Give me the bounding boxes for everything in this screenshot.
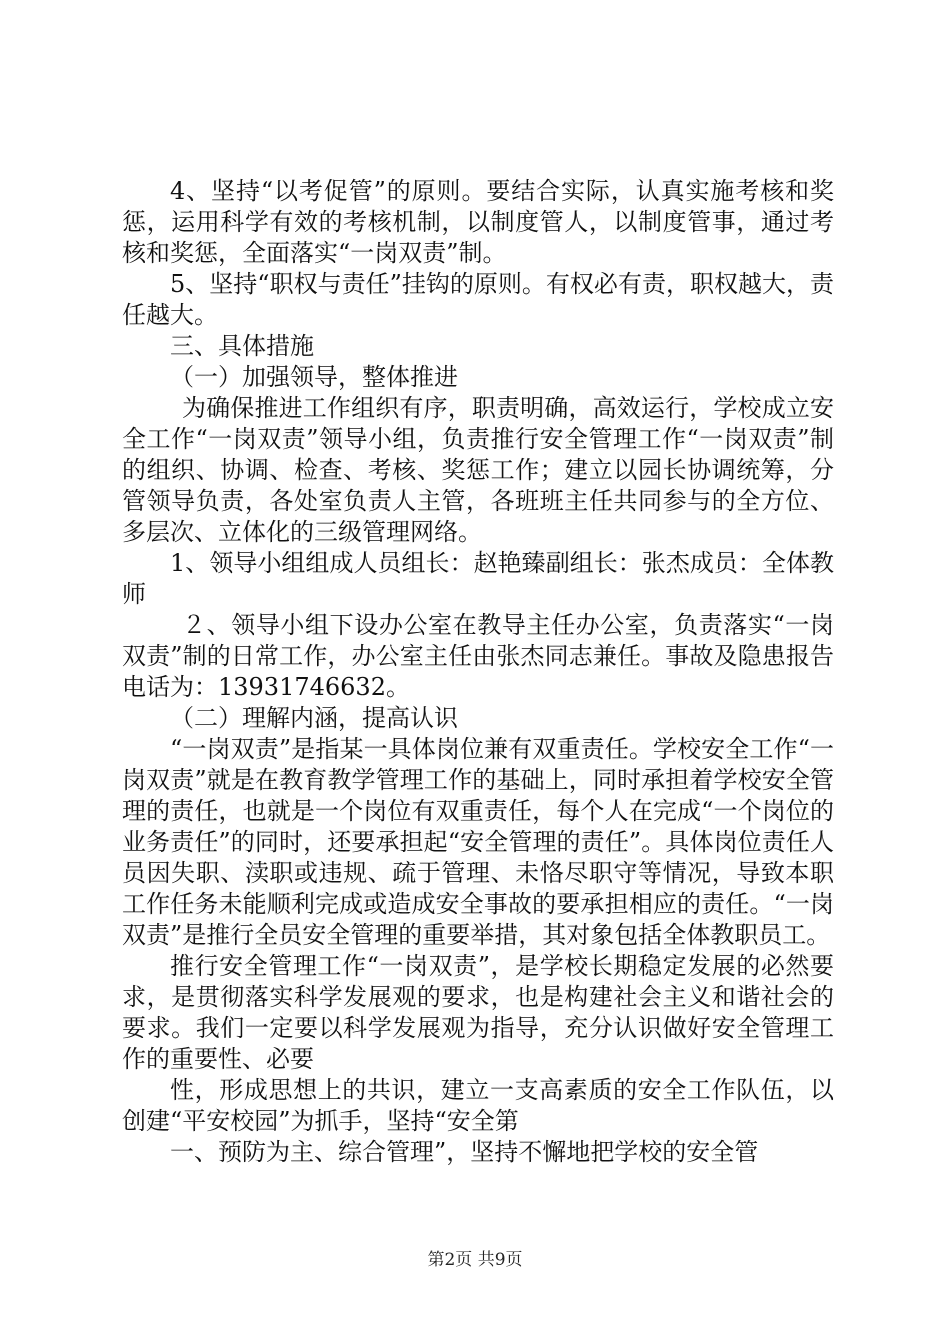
subheading-understanding: （二）理解内涵，提高认识 [170, 704, 458, 732]
paragraph-prevention: 一、预防为主、综合管理”，坚持不懈地把学校的安全管 [170, 1138, 759, 1166]
paragraph-group-members: 1、领导小组组成人员组长：赵艳臻副组长：张杰成员：全体教师 [122, 549, 834, 608]
page-number-footer: 第2页 共9页 [427, 1250, 523, 1270]
paragraph-consensus: 性，形成思想上的共识，建立一支高素质的安全工作队伍，以创建“平安校园”为抓手，坚持“安全第 [122, 1076, 834, 1135]
paragraph-significance: 推行安全管理工作“一岗双责”，是学校长期稳定发展的必然要求，是贯彻落实科学发展观的要求，也是构建社会主义和谐社会的要求。我们一定要以科学发展观为指导，充分认识做好安全管理工作的重要性、必要 [122, 952, 834, 1073]
paragraph-principle-5: 5、坚持“职权与责任”挂钩的原则。有权必有责，职权越大，责任越大。 [122, 270, 834, 329]
document-body [122, 176, 834, 1168]
paragraph-leadership-group: 为确保推进工作组织有序，职责明确，高效运行，学校成立安全工作“一岗双责”领导小组，负责推行安全管理工作“一岗双责”制的组织、协调、检查、考核、奖惩工作；建立以园长协调统筹，分管领导负责，各处室负责人主管，各班班主任共同参与的全方位、多层次、立体化的三级管理网络。 [122, 394, 834, 546]
paragraph-office: ２、领导小组下设办公室在教导主任办公室，负责落实“一岗双责”制的日常工作，办公室主任由张杰同志兼任。事故及隐患报告电话为：13931746632。 [122, 611, 834, 701]
paragraph-definition: “一岗双责”是指某一具体岗位兼有双重责任。学校安全工作“一岗双责”就是在教育教学管理工作的基础上，同时承担着学校安全管理的责任，也就是一个岗位有双重责任，每个人在完成“一个岗位的业务责任”的同时，还要承担起“安全管理的责任”。具体岗位责任人员因失职、渎职或违规、疏于管理、未恪尽职守等情况，导致本职工作任务未能顺利完成或造成安全事故的要承担相应的责任。“一岗双责”是推行全员安全管理的重要举措，其对象包括全体教职员工。 [122, 735, 834, 949]
subheading-leadership: （一）加强领导，整体推进 [170, 363, 458, 391]
paragraph-principle-4: 4、坚持“以考促管”的原则。要结合实际，认真实施考核和奖惩，运用科学有效的考核机制，以制度管人，以制度管事，通过考核和奖惩，全面落实“一岗双责”制。 [122, 177, 834, 267]
section-heading-measures: 三、具体措施 [170, 332, 314, 360]
